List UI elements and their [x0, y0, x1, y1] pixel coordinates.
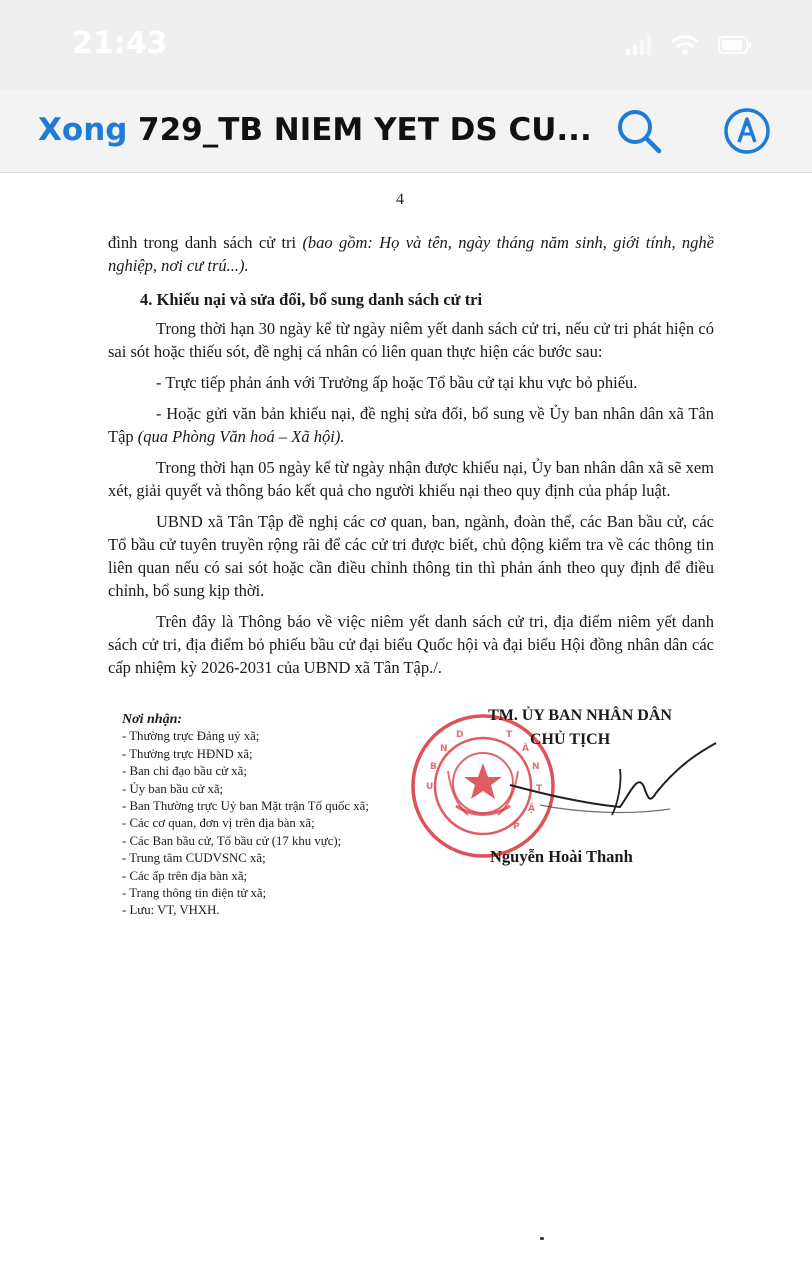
wifi-icon — [670, 34, 700, 56]
signer-position: CHỦ TỊCH — [530, 731, 611, 748]
scan-speck — [540, 1237, 544, 1240]
svg-text:D: D — [456, 730, 464, 740]
recipients-block — [122, 711, 422, 920]
recipient-item: - Trang thông tin điện tử xã; — [122, 886, 267, 901]
recipient-item: - Lưu: VT, VHXH. — [122, 903, 220, 918]
recipient-item: - Thường trực HĐND xã; — [122, 746, 253, 761]
signer-name: Nguyễn Hoài Thanh — [490, 847, 633, 866]
signer-organization: TM. ỦY BAN NHÂN DÂN — [488, 707, 672, 724]
paragraph-3: UBND xã Tân Tập đề nghị các cơ quan, ban, ngành, đoàn thể, các Ban bầu cử, các Tổ bầu cử tuyên truyền rộng rãi để các cử tri được biết, chủ động kiểm tra về các thông tin liên quan nếu có sai sót hoặc cần điều chỉnh thông tin thì phản ánh theo quy định để điều chỉnh, bổ sung kịp thời. — [108, 512, 714, 600]
svg-text:T: T — [506, 730, 513, 740]
recipient-item: - Các Ban bầu cử, Tổ bầu cử (17 khu vực); — [122, 833, 342, 848]
recipient-item: - Thường trực Đảng uỷ xã; — [122, 729, 260, 744]
battery-icon — [718, 35, 752, 55]
recipient-item: - Ủy ban bầu cử xã; — [122, 781, 224, 796]
continued-paragraph — [108, 231, 714, 277]
svg-text:N: N — [440, 744, 448, 754]
bullet-2-italic: (qua Phòng Văn hoá – Xã hội). — [137, 427, 345, 446]
svg-text:T: T — [536, 784, 543, 794]
recipient-item: - Các cơ quan, đơn vị trên địa bàn xã; — [122, 816, 315, 831]
svg-text:U: U — [426, 782, 434, 792]
markup-button[interactable] — [722, 106, 772, 156]
paragraph-2: Trong thời hạn 05 ngày kể từ ngày nhận được khiếu nại, Ủy ban nhân dân xã sẽ xem xét, giải quyết và thông báo kết quả cho người khiếu nại theo quy định của pháp luật. — [108, 458, 714, 500]
recipients-title: Nơi nhận: — [122, 712, 183, 727]
search-icon — [614, 106, 664, 156]
paragraph-1: Trong thời hạn 30 ngày kể từ ngày niêm yết danh sách cử tri, nếu cử tri phát hiện có sai sót hoặc thiếu sót, đề nghị cá nhân có liên quan thực hiện các bước sau: — [108, 319, 714, 361]
paragraph-4: Trên đây là Thông báo về việc niêm yết danh sách cử tri, địa điểm niêm yết danh sách cử tri, địa điểm bỏ phiếu bầu cử đại biểu Quốc hội và đại biểu Hội đồng nhân dân các cấp nhiệm kỳ 2026-2031 của UBND xã Tân Tập./. — [108, 612, 714, 677]
section-heading: 4. Khiếu nại và sửa đổi, bổ sung danh sách cử tri — [140, 290, 483, 309]
done-button[interactable]: Xong — [38, 112, 128, 148]
continued-text: đình trong danh sách cử tri — [108, 233, 303, 252]
svg-text:N: N — [532, 762, 540, 772]
status-bar — [0, 0, 812, 90]
status-icons — [626, 34, 752, 56]
svg-text:B: B — [430, 762, 437, 772]
svg-text:P: P — [513, 822, 520, 832]
svg-text:Ậ: Ậ — [528, 804, 535, 814]
search-button[interactable] — [614, 106, 664, 156]
svg-text:Â: Â — [522, 744, 529, 754]
recipient-item: - Trung tâm CUDVSNC xã; — [122, 851, 266, 866]
bullet-2 — [108, 402, 714, 448]
document-body — [108, 231, 714, 679]
bullet-2-text: - Hoặc gửi văn bản khiếu nại, đề nghị sửa đổi, bổ sung về Ủy ban nhân dân xã Tân Tập — [108, 404, 714, 446]
navigation-bar — [0, 90, 812, 173]
document-page[interactable] — [0, 173, 812, 1280]
signal-icon — [626, 35, 652, 55]
recipient-item: - Các ấp trên địa bàn xã; — [122, 868, 248, 883]
page-number: 4 — [396, 191, 404, 208]
signature-icon — [480, 733, 720, 843]
bullet-1: - Trực tiếp phản ánh với Trưởng ấp hoặc Tổ bầu cử tại khu vực bỏ phiếu. — [156, 373, 638, 392]
markup-pen-icon — [722, 106, 772, 156]
status-time: 21:43 — [72, 26, 168, 61]
document-title: 729_TB NIEM YET DS CU... — [138, 112, 592, 148]
recipient-item: - Ban Thường trực Uỷ ban Mặt trận Tổ quốc xã; — [122, 799, 369, 814]
recipient-item: - Ban chỉ đạo bầu cử xã; — [122, 764, 247, 779]
continued-italic-text: (bao gồm: Họ và tên, ngày tháng năm sinh, giới tính, nghề nghiệp, nơi cư trú...). — [108, 233, 714, 275]
